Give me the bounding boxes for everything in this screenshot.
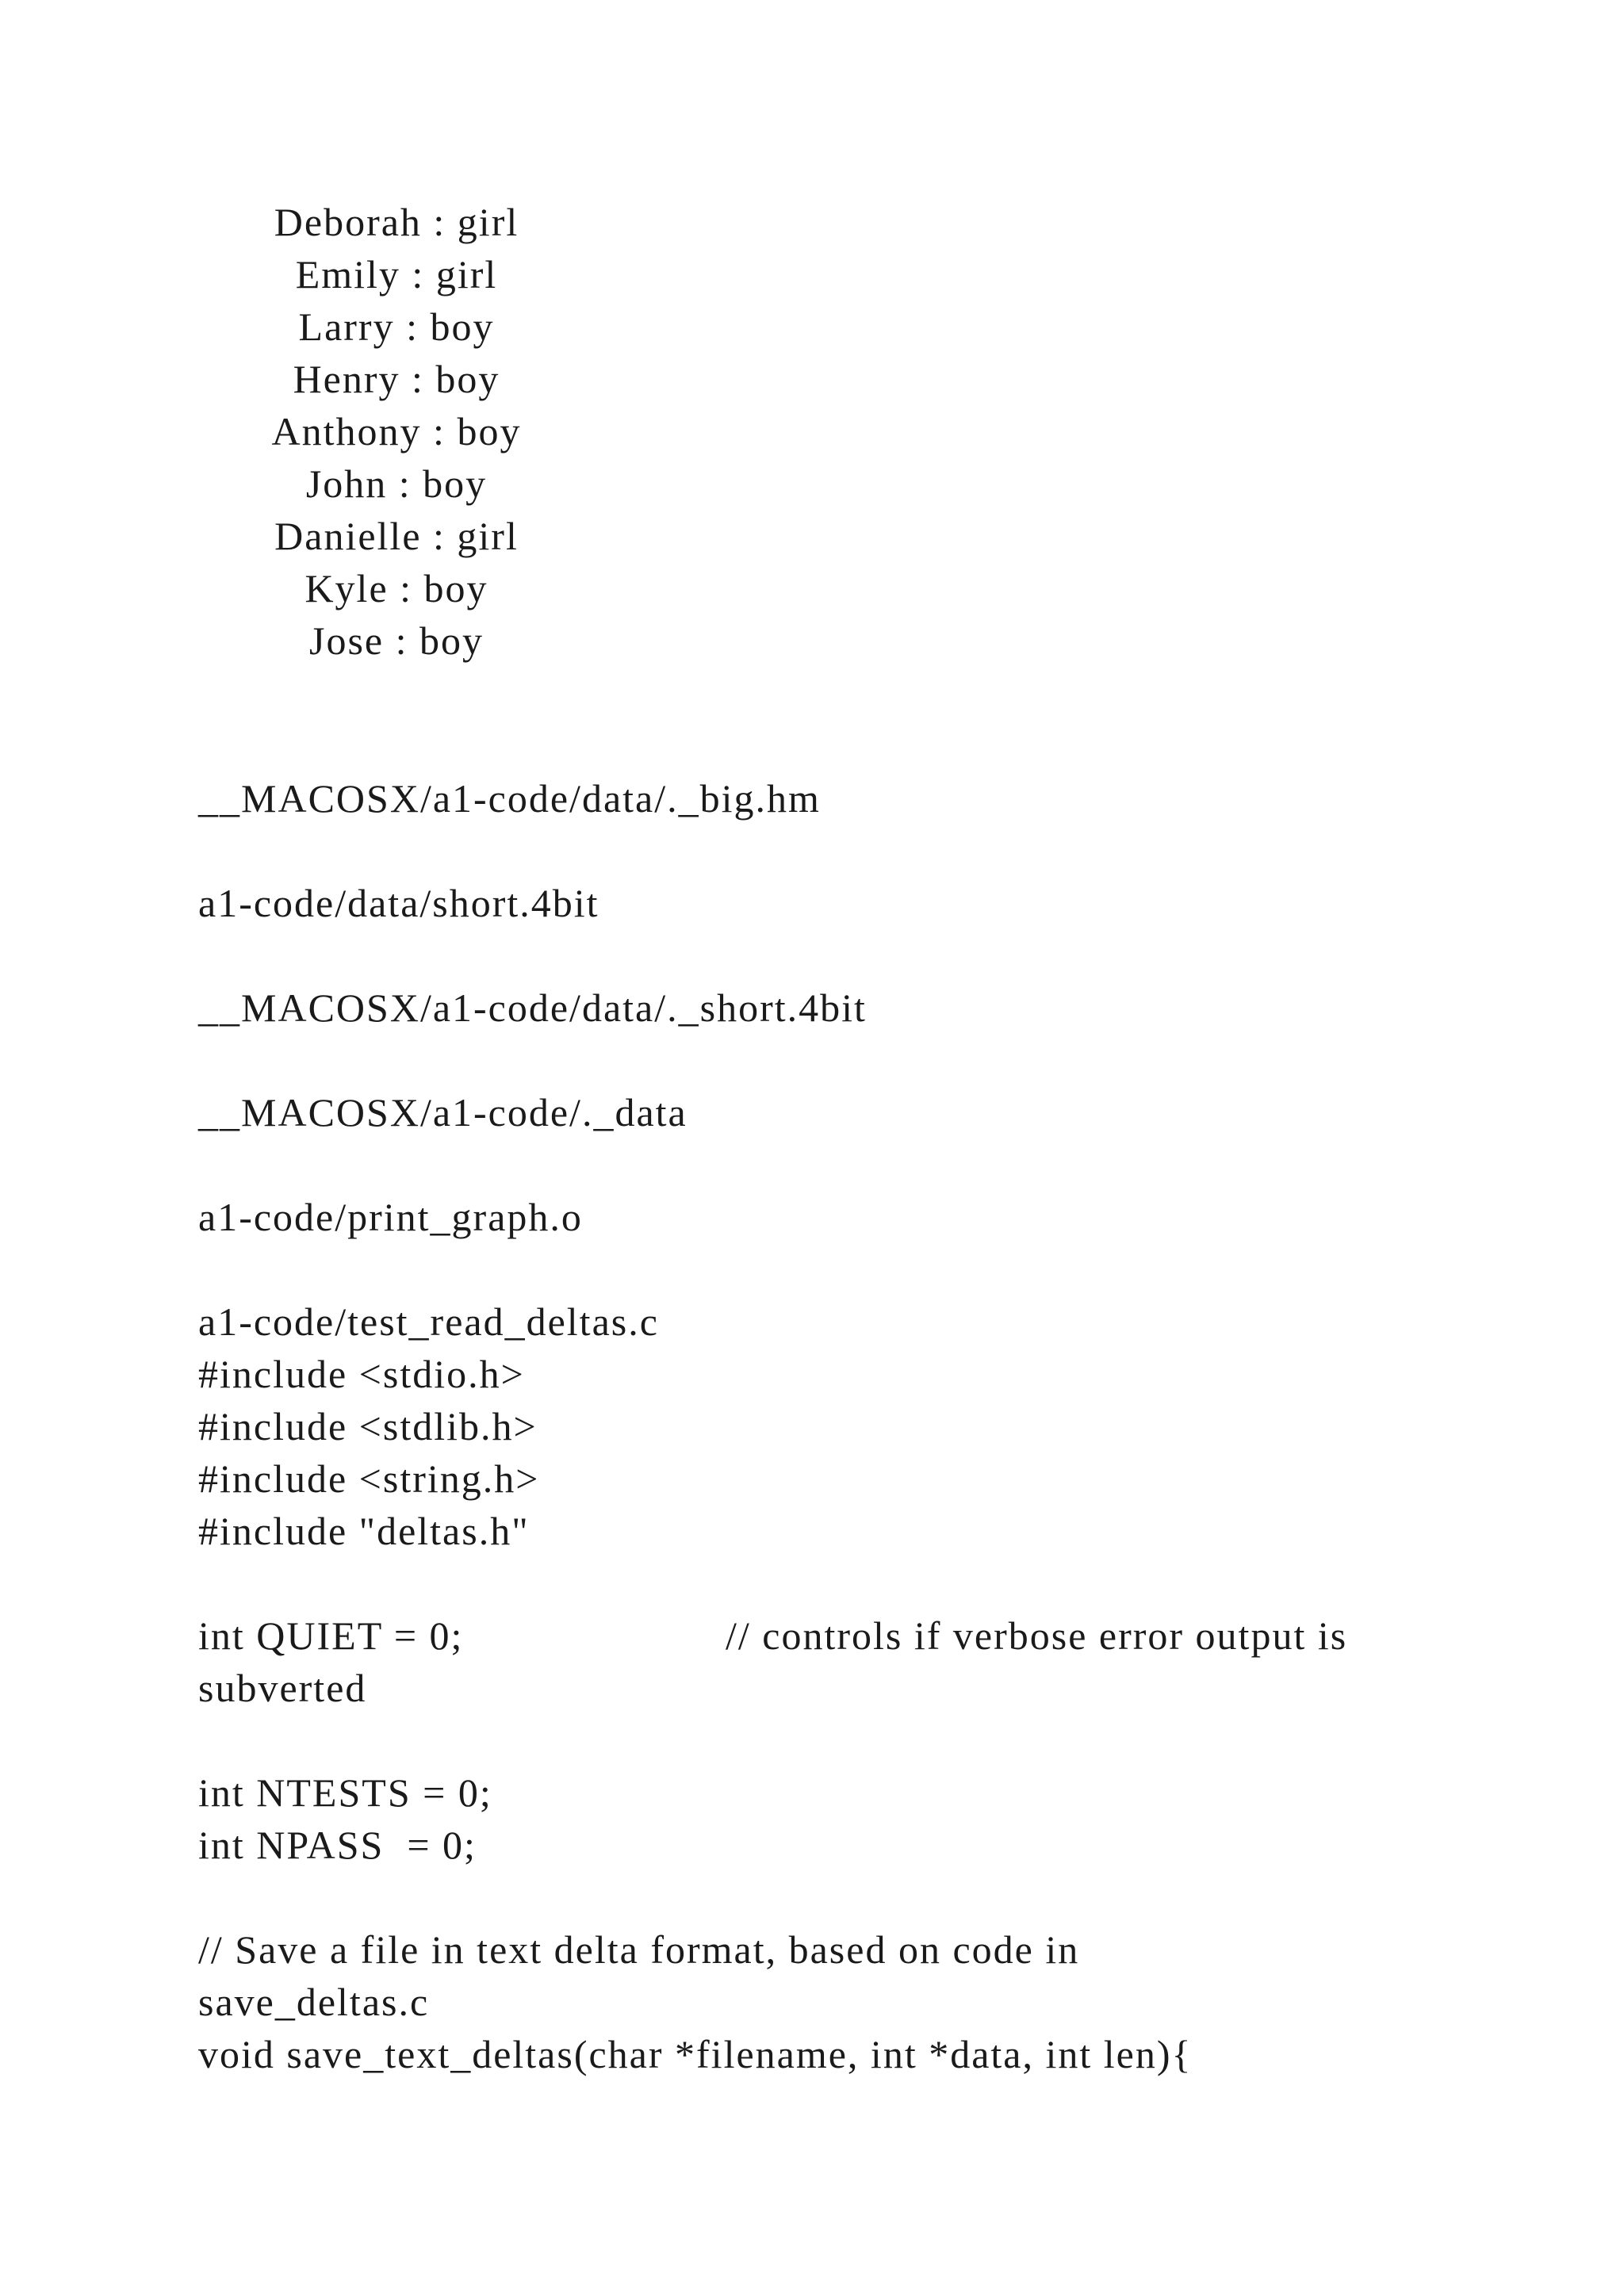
code-save-comment-continuation: save_deltas.c [198,1980,430,2024]
file-path-test-read-deltas-c: a1-code/test_read_deltas.c [198,1299,659,1344]
code-include-deltas: #include "deltas.h" [198,1509,530,1553]
code-include-string: #include <string.h> [198,1456,540,1501]
file-path-macosx-data: __MACOSX/a1-code/._data [198,1090,688,1135]
code-npass-declaration: int NPASS = 0; [198,1823,477,1867]
code-quiet-declaration: int QUIET = 0; [198,1613,464,1658]
list-item: John : boy [305,461,488,506]
list-item: Larry : boy [298,304,495,349]
list-item: Henry : boy [293,357,500,401]
list-item: Danielle : girl [274,514,519,558]
list-item: Emily : girl [295,252,498,297]
list-item: Jose : boy [309,618,484,663]
code-include-stdio: #include <stdio.h> [198,1352,525,1396]
list-item: Kyle : boy [304,566,488,610]
code-save-function-signature: void save_text_deltas(char *filename, int *data, int len){ [198,2032,1193,2076]
file-path-macosx-big-hm: __MACOSX/a1-code/data/._big.hm [198,776,821,821]
list-item: Anthony : boy [271,409,522,453]
file-path-short-4bit: a1-code/data/short.4bit [198,881,599,925]
code-quiet-comment: // controls if verbose error output is [726,1613,1348,1658]
code-ntests-declaration: int NTESTS = 0; [198,1770,492,1815]
code-save-comment: // Save a file in text delta format, based on code in [198,1927,1080,1972]
code-quiet-comment-continuation: subverted [198,1666,367,1710]
list-item: Deborah : girl [274,200,519,244]
file-path-print-graph-o: a1-code/print_graph.o [198,1195,583,1239]
file-path-macosx-short-4bit: __MACOSX/a1-code/data/._short.4bit [198,985,867,1030]
code-include-stdlib: #include <stdlib.h> [198,1404,538,1448]
